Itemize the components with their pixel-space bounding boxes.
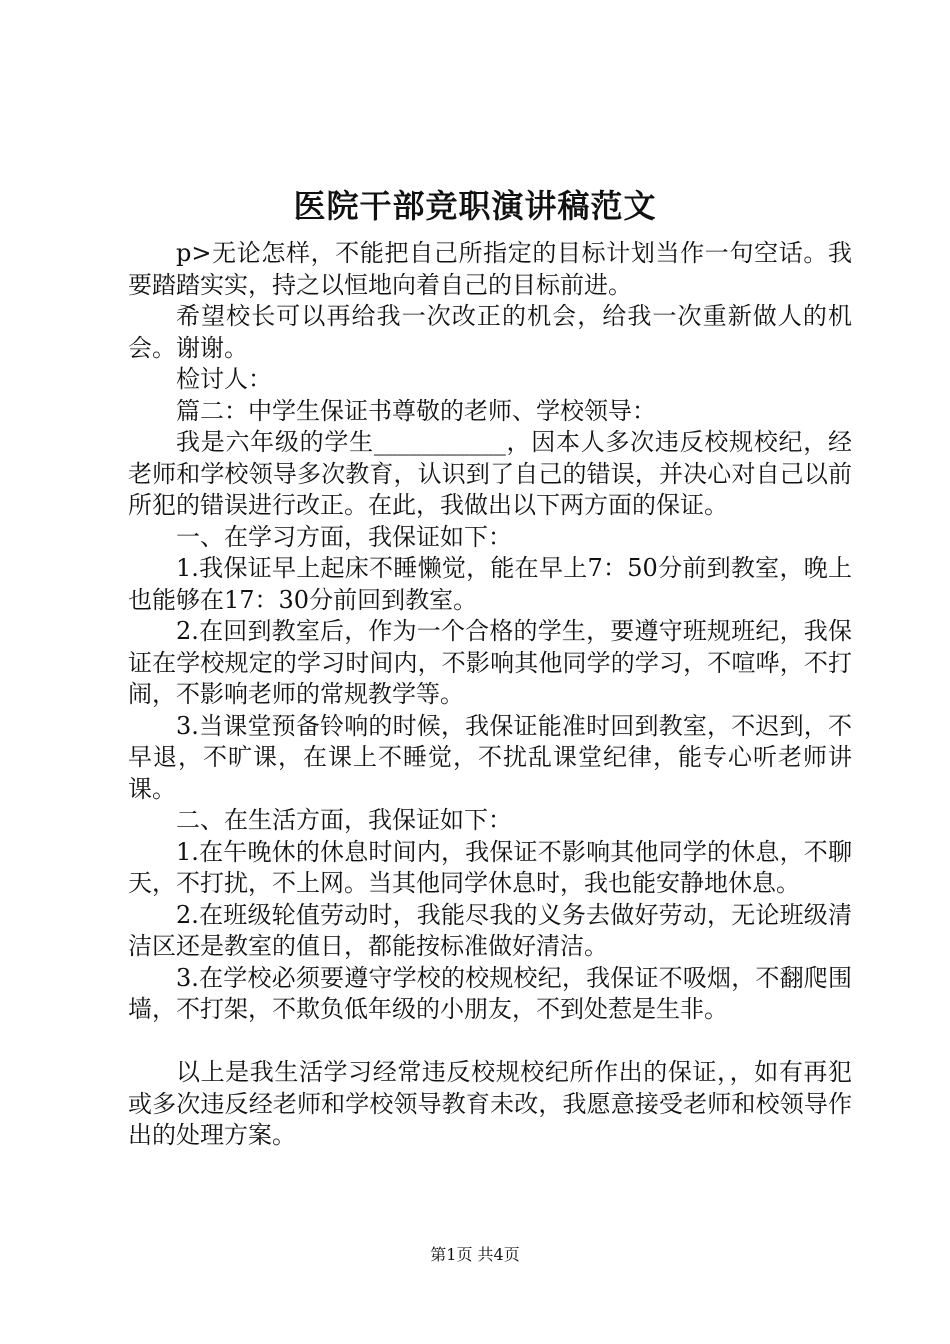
paragraph-study-item-1: 1.我保证早上起床不睡懒觉，能在早上7：50分前到教室，晚上也能够在17：30分前回到教室。: [128, 554, 852, 614]
paragraph-request: 希望校长可以再给我一次改正的机会，给我一次重新做人的机会。谢谢。: [128, 302, 852, 362]
paragraph-intro: p>无论怎样，不能把自己所指定的目标计划当作一句空话。我要踏踏实实，持之以恒地向着自己的目标前进。: [128, 239, 852, 299]
page-footer: 第1页 共4页: [430, 1245, 520, 1264]
paragraph-study-heading: 一、在学习方面，我保证如下：: [176, 522, 512, 551]
paragraph-life-item-2: 2.在班级轮值劳动时，我能尽我的义务去做好劳动，无论班级清洁区还是教室的值日，都能按标准做好清洁。: [128, 900, 852, 960]
paragraph-section-heading: 篇二：中学生保证书尊敬的老师、学校领导：: [176, 396, 656, 425]
document-body: [128, 238, 852, 1152]
document-title: 医院干部竞职演讲稿范文: [293, 187, 657, 225]
paragraph-conclusion: 以上是我生活学习经常违反校规校纪所作出的保证，，如有再犯或多次违反经老师和学校领导教育未改，我愿意接受老师和校领导作出的处理方案。: [128, 1058, 852, 1149]
paragraph-statement: 我是六年级的学生___________，因本人多次违反校规校纪，经老师和学校领导多次教育，认识到了自己的错误，并决心对自己以前所犯的错误进行改正。在此，我做出以下两方面的保证。: [128, 428, 852, 519]
paragraph-life-item-1: 1.在午晚休的休息时间内，我保证不影响其他同学的休息，不聊天，不打扰，不上网。当其他同学休息时，我也能安静地休息。: [128, 837, 852, 897]
paragraph-life-item-3: 3.在学校必须要遵守学校的校规校纪，我保证不吸烟，不翻爬围墙，不打架，不欺负低年级的小朋友，不到处惹是生非。: [128, 963, 852, 1023]
paragraph-signature: 检讨人：: [176, 365, 272, 393]
paragraph-study-item-2: 2.在回到教室后，作为一个合格的学生，要遵守班规班纪，我保证在学校规定的学习时间内，不影响其他同学的学习，不喧哗，不打闹，不影响老师的常规教学等。: [128, 617, 852, 708]
paragraph-life-heading: 二、在生活方面，我保证如下：: [176, 806, 512, 834]
paragraph-study-item-3: 3.当课堂预备铃响的时候，我保证能准时回到教室，不迟到，不早退，不旷课，在课上不睡觉，不扰乱课堂纪律，能专心听老师讲课。: [128, 711, 852, 803]
